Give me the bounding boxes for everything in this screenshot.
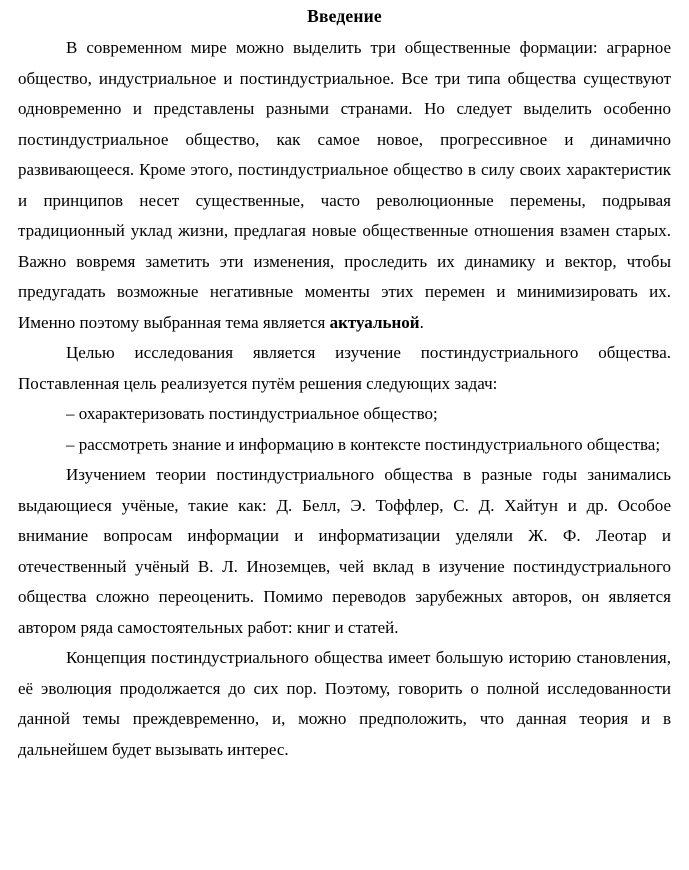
paragraph-conclusion: Концепция постиндустриального общества имеет большую историю становления, её эволюция продолжается до сих пор. Поэтому, говорить о полной исследованности данной темы преждевременно, и, можно предположить, что данная теория и в дальнейшем будет вызывать интерес. bbox=[18, 648, 671, 759]
page-title: Введение bbox=[307, 6, 382, 26]
paragraph-intro-emphasis: актуальной bbox=[329, 312, 420, 332]
paragraph-intro-tail: . bbox=[419, 312, 424, 332]
paragraph-researchers: Изучением теории постиндустриального общества в разные годы занимались выдающиеся учёные, такие как: Д. Белл, Э. Тоффлер, С. Д. Хайтун и др. Особое внимание вопросам информации и информатизации уделяли Ж. Ф. Леотар и отечественный учёный В. Л. Иноземцев, чей вклад в изучение постиндустриального общества сложно переоценить. Помимо переводов зарубежных авторов, он является автором ряда самостоятельных работ: книг и статей. bbox=[18, 465, 671, 637]
paragraph-intro bbox=[18, 33, 671, 338]
paragraph-goal: Целью исследования является изучение постиндустриального общества. Поставленная цель реализуется путём решения следующих задач: bbox=[18, 343, 671, 393]
list-item-task-2: – рассмотреть знание и информацию в контексте постиндустриального общества; bbox=[66, 434, 661, 454]
list-item-task-1: – охарактеризовать постиндустриальное общество; bbox=[66, 404, 438, 423]
paragraph-intro-text: В современном мире можно выделить три общественные формации: аграрное общество, индустриальное и постиндустриальное. Все три типа общества существуют одновременно и представлены разными странами. Но следует выделить особенно постиндустриальное общество, как самое новое, прогрессивное и динамично развивающееся. Кроме этого, постиндустриальное общество в силу своих характеристик и принципов несет существенные, часто революционные перемены, подрывая традиционный уклад жизни, предлагая новые общественные отношения взамен старых. Важно вовремя заметить эти изменения, проследить их динамику и вектор, чтобы предугадать возможные негативные моменты этих перемен и минимизировать их. Именно поэтому выбранная тема является bbox=[18, 38, 671, 332]
